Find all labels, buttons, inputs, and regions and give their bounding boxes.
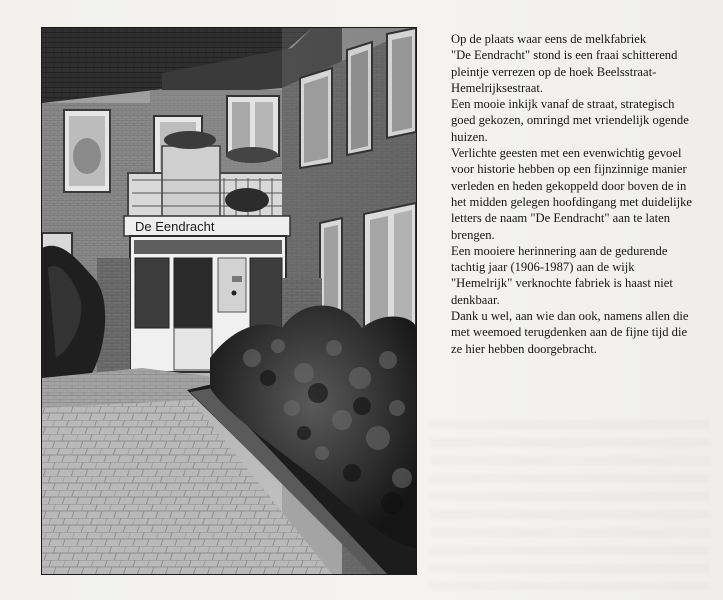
- article-line: met weemoed terugdenken aan de fijne tijd die: [451, 325, 688, 340]
- eendracht-sign: De Eendracht: [135, 219, 215, 234]
- photograph-de-eendracht: [42, 28, 416, 574]
- bleed-through: [430, 420, 710, 590]
- article-line: letters de naam "De Eendracht" aan te laten: [451, 211, 671, 226]
- article-text: [451, 31, 719, 357]
- article-line: tachtig jaar (1906-1987) aan de wijk: [451, 260, 635, 275]
- article-line: Een mooie inkijk vanaf de straat, strategisch: [451, 97, 675, 112]
- article-line: huizen.: [451, 129, 488, 144]
- article-line: goed gekozen, omringd met vriendelijk ogende: [451, 113, 689, 128]
- article-line: pleintje verrezen op de hoek Beelsstraat-: [451, 64, 657, 79]
- article-line: Verlichte geesten met een evenwichtig gevoel: [451, 146, 682, 161]
- article-line: Een mooiere herinnering aan de gedurende: [451, 243, 668, 258]
- article-line: ze hier hebben doorgebracht.: [451, 341, 597, 356]
- article-line: het midden gelegen hoofdingang met duidelijke: [451, 194, 692, 209]
- article-line: brengen.: [451, 227, 495, 242]
- article-line: Dank u wel, aan wie dan ook, namens allen die: [451, 309, 689, 324]
- article-line: Op de plaats waar eens de melkfabriek: [451, 32, 647, 46]
- article-line: voor historie hebben op een fijnzinnige manier: [451, 162, 687, 177]
- article-line: "De Eendracht" stond is een fraai schitterend: [451, 48, 678, 63]
- article-line: verleden en heden gekoppeld door boven de in: [451, 178, 687, 193]
- article-line: denkbaar.: [451, 292, 500, 307]
- article-line: "Hemelrijk" verknochte fabriek is haast niet: [451, 276, 673, 291]
- article-line: Hemelrijksestraat.: [451, 80, 543, 95]
